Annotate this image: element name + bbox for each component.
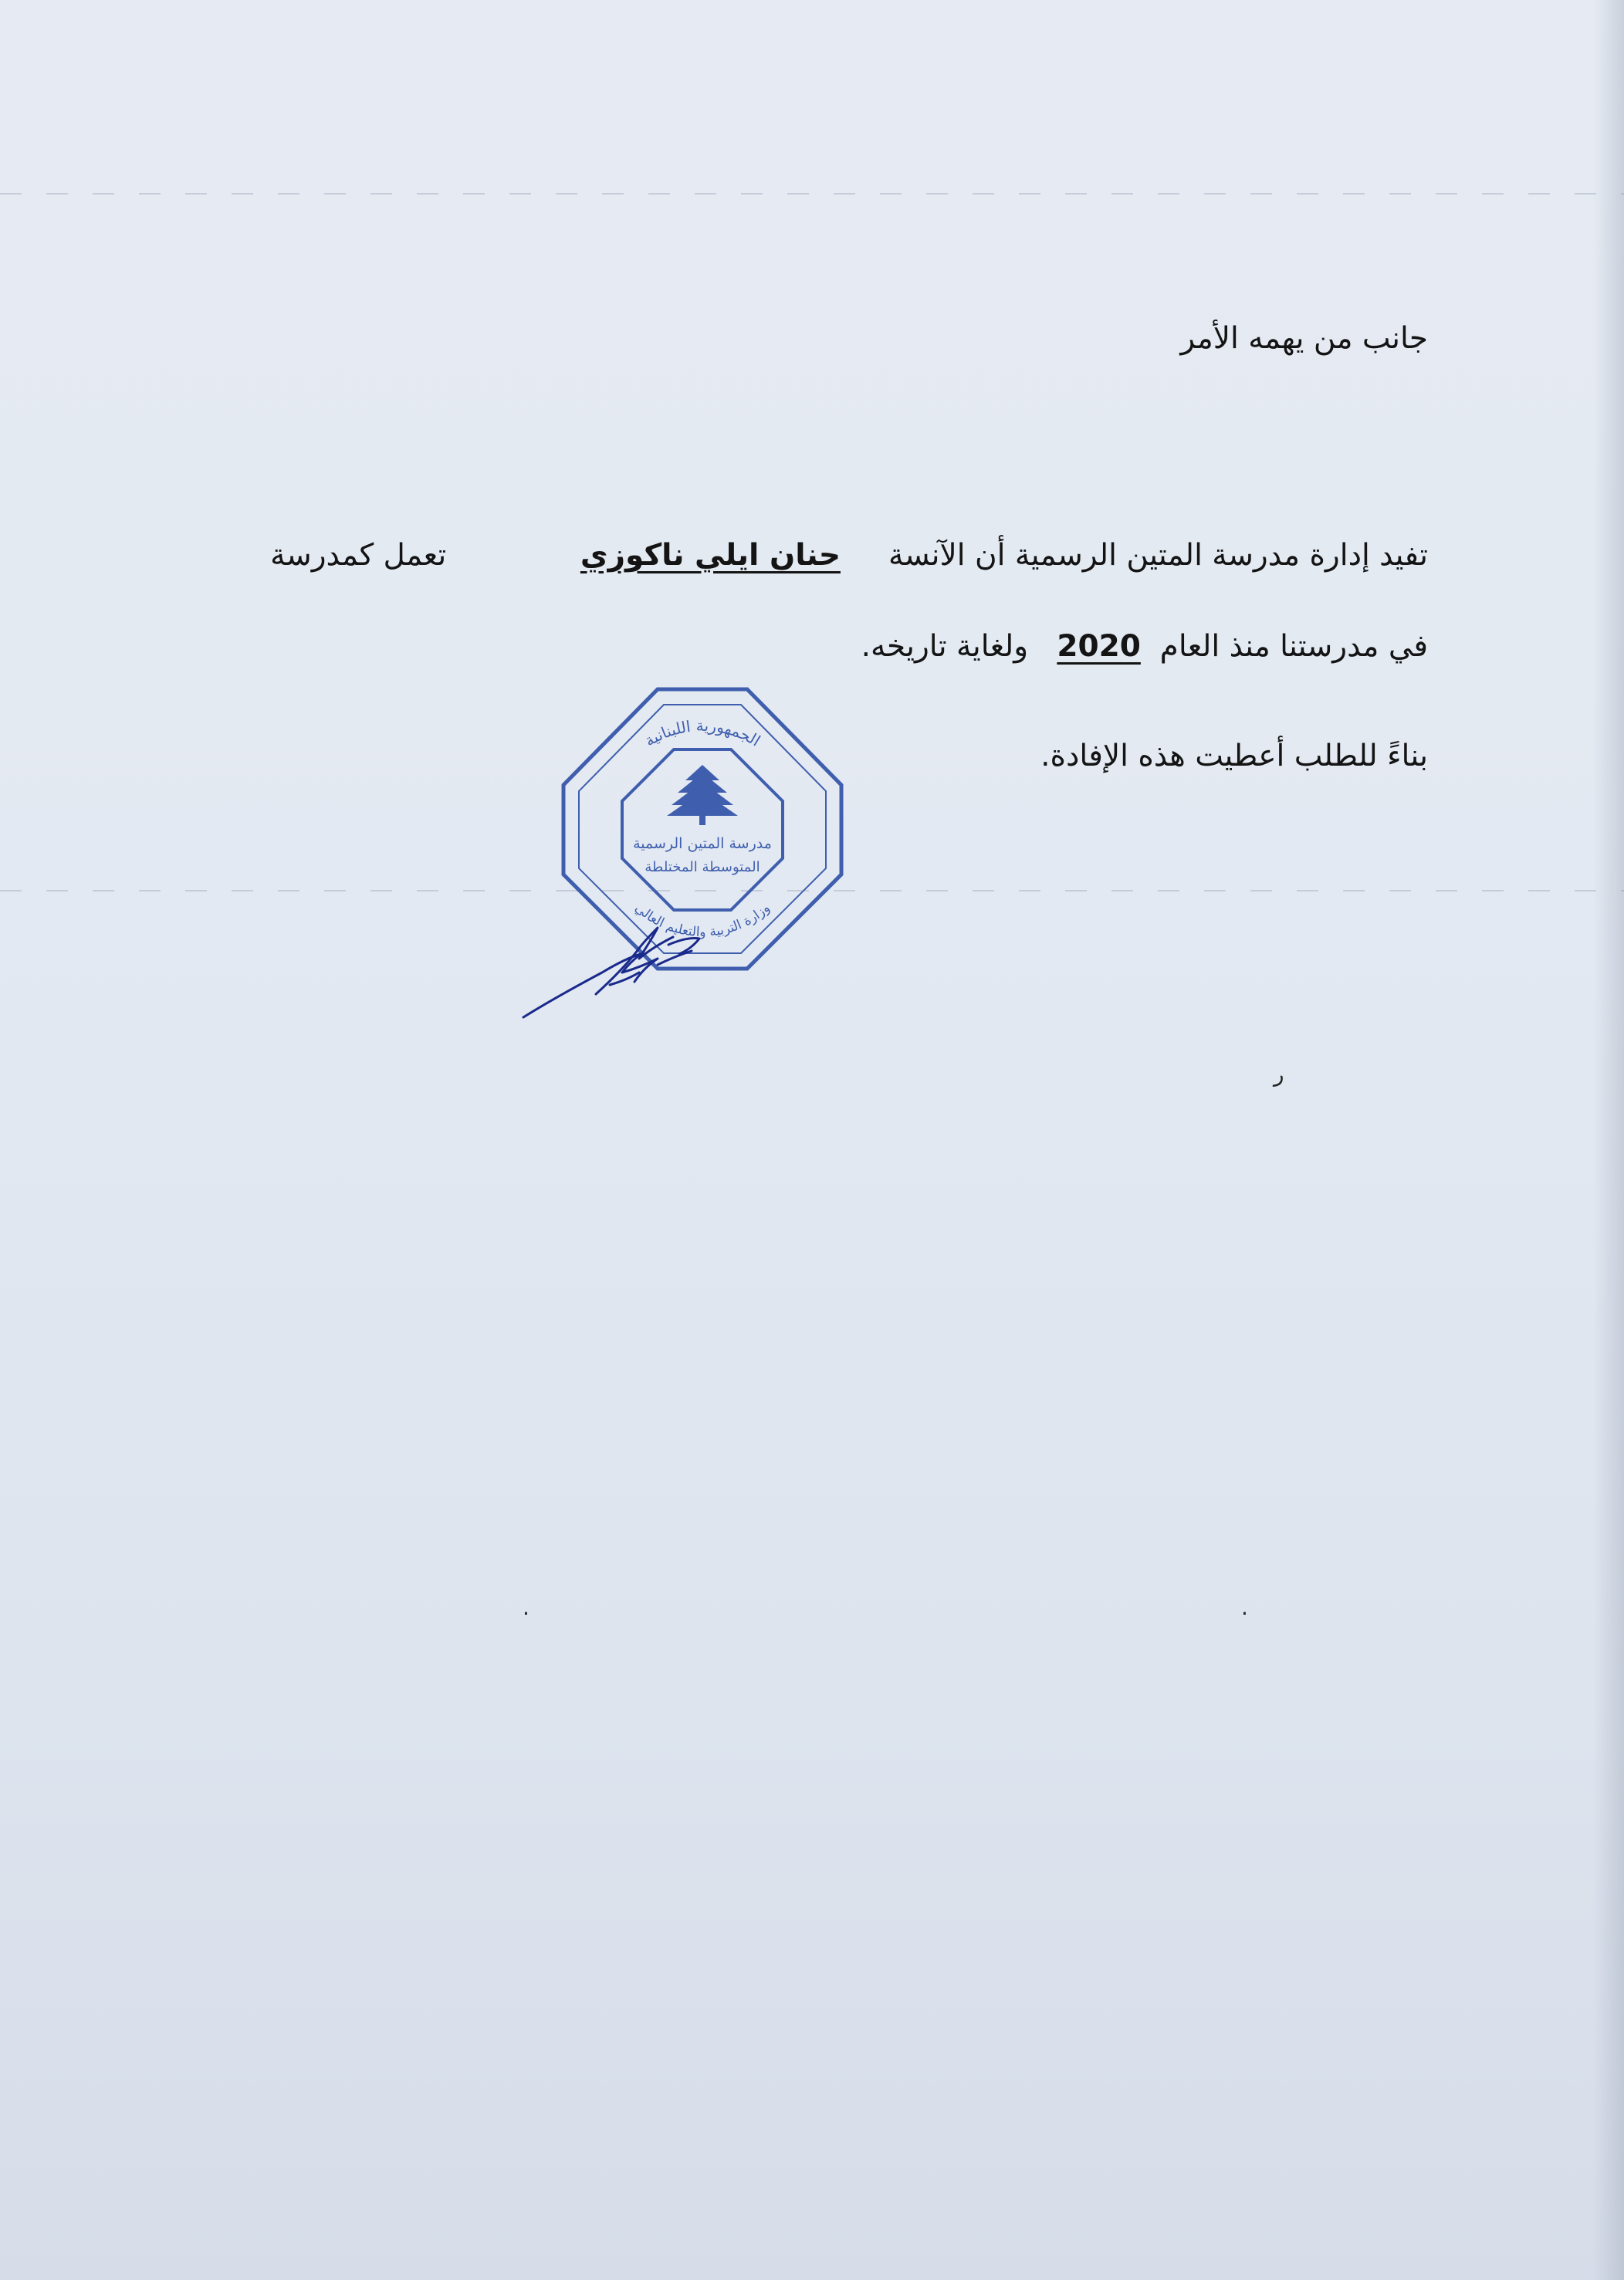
employee-name: حنان ايلي ناكوزي: [580, 538, 841, 573]
cedar-tree-icon: [667, 765, 738, 825]
salutation: جانب من يهمه الأمر: [1180, 321, 1428, 356]
stamp-ring-top-text: الجمهورية اللبنانية: [641, 715, 764, 750]
stamp-center-line-2: المتوسطة المختلطة: [645, 859, 760, 875]
svg-text:الجمهورية اللبنانية: [641, 716, 764, 750]
dot-mark-1: .: [523, 1595, 529, 1620]
closing-line: بناءً للطلب أعطيت هذه الإفادة.: [1040, 739, 1428, 773]
start-year: 2020: [1057, 629, 1141, 664]
paragraph-2-lead: في مدرستنا منذ العام: [1159, 629, 1428, 664]
signature: [517, 911, 710, 1023]
stamp-ring-bottom-text: وزارة التربية والتعليم العالي: [631, 900, 773, 941]
fold-line-top: [0, 193, 1624, 195]
paragraph-2-tail: ولغاية تاريخه.: [861, 629, 1029, 664]
dot-mark-2: .: [1241, 1595, 1248, 1620]
ink-mark-1: ر: [1274, 1061, 1284, 1087]
paragraph-1-tail: تعمل كمدرسة: [270, 538, 447, 573]
paragraph-1: [270, 538, 1428, 573]
stamp-center-line-1: مدرسة المتين الرسمية: [633, 835, 772, 852]
paragraph-2: [861, 629, 1428, 664]
paragraph-1-lead: تفيد إدارة مدرسة المتين الرسمية أن الآنسة: [888, 538, 1428, 573]
